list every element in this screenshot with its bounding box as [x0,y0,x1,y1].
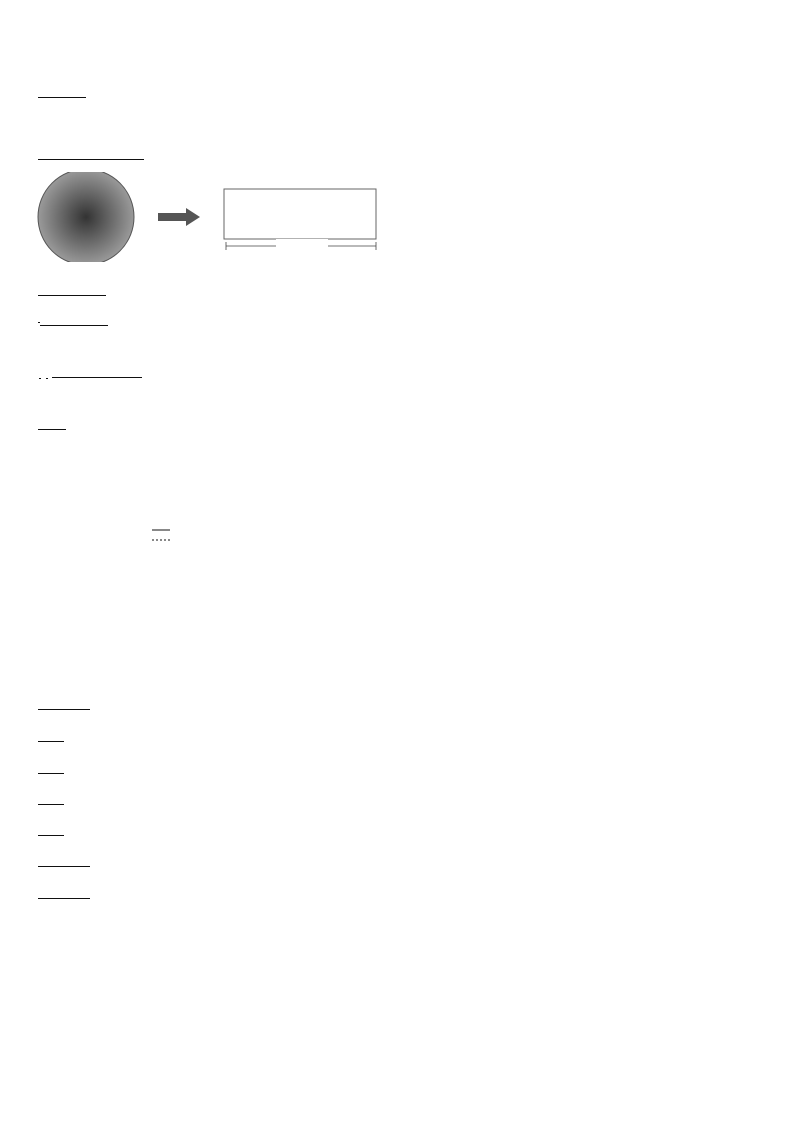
answer-blank-2[interactable] [74,312,108,326]
subq-5 [38,822,64,842]
subq-6 [38,853,90,873]
mixed-number-2 [45,378,48,379]
subq-2 [38,728,64,748]
arrow-icon [158,208,200,226]
subq-3 [38,760,64,780]
circle-to-rectangle-figure [36,172,386,262]
question-12 [38,282,106,302]
answer-blank[interactable] [38,885,64,899]
answer-blank[interactable] [64,853,90,867]
question-15-line1 [38,416,66,436]
answer-blank[interactable] [38,760,64,774]
answer-blank[interactable] [38,416,66,430]
answer-blank-volume[interactable] [72,282,106,296]
answer-blank[interactable] [64,696,90,710]
subq-7 [38,885,90,905]
sectored-circle [38,172,134,262]
numerator [46,378,48,379]
question-14 [38,360,142,390]
answer-blank-width[interactable] [38,146,94,160]
prev-answer-line [38,84,86,104]
answer-blank-min[interactable] [98,364,142,378]
subq-4 [38,791,64,811]
legend [152,530,170,540]
answer-blank[interactable] [38,728,64,742]
subq-1 [38,696,90,716]
answer-blank[interactable] [38,822,64,836]
answer-blank-surface[interactable] [38,282,72,296]
question-11-line2 [38,146,144,166]
answer-blank[interactable] [64,885,90,899]
answer-blank-max[interactable] [52,364,98,378]
mixed-number-1 [38,378,41,379]
answer-blank-area[interactable] [94,146,144,160]
answer-blank[interactable] [38,853,64,867]
approx-rectangle [224,189,376,239]
answer-blank[interactable] [38,696,64,710]
long-jump-line-chart [40,508,220,678]
answer-blank-1[interactable] [40,312,74,326]
question-13 [38,310,108,336]
answer-blank[interactable] [38,791,64,805]
numerator [39,378,41,379]
answer-blank[interactable] [38,84,86,98]
